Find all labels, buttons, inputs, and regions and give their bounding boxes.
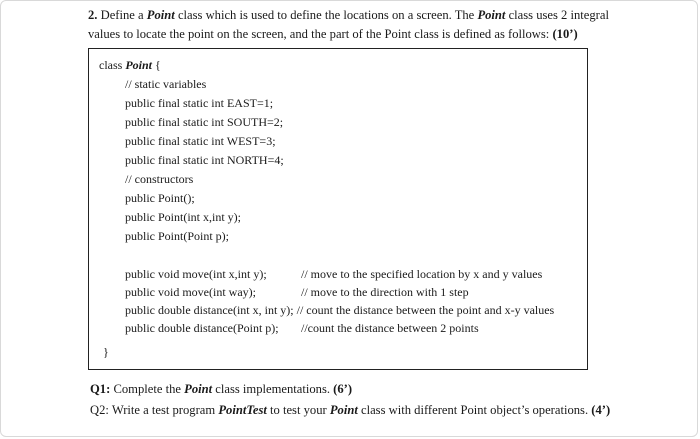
comment-static: // static variables xyxy=(125,77,207,91)
method-move-xy: public void move(int x,int y); xyxy=(125,267,267,281)
q2-program-name: PointTest xyxy=(218,403,267,417)
open-brace: { xyxy=(155,58,161,72)
method-distance-xy xyxy=(125,303,554,317)
static-line-north: public final static int NORTH=4; xyxy=(125,153,284,167)
static-line-west: public final static int WEST=3; xyxy=(125,134,276,148)
q1-text-a: Complete the xyxy=(113,382,181,396)
method-distance-xy-comment: // count the distance between the point and x-y values xyxy=(296,303,555,317)
question-class-name-2: Point xyxy=(477,8,506,22)
question-number: 2. xyxy=(88,8,98,22)
question-class-name: Point xyxy=(146,8,175,22)
method-distance-point-comment: //count the distance between 2 points xyxy=(301,321,479,335)
code-box xyxy=(88,48,588,370)
class-declaration xyxy=(99,58,161,72)
constructor-xy: public Point(int x,int y); xyxy=(125,210,241,224)
close-brace: } xyxy=(103,345,109,359)
q1-text-b: class implementations. xyxy=(215,382,331,396)
method-move-way-comment: // move to the direction with 1 step xyxy=(301,285,469,299)
method-move-xy-comment: // move to the specified location by x and y values xyxy=(301,267,543,281)
question-paragraph xyxy=(88,6,628,44)
method-move-way: public void move(int way); xyxy=(125,285,256,299)
question-intro-c: class uses 2 integral values to locate the point on the screen, and the part of the Point class is defined as follows: xyxy=(88,8,609,41)
q2-text-c: class with different Point object’s operations. xyxy=(361,403,589,417)
class-keyword: class xyxy=(99,58,123,72)
constructor-copy: public Point(Point p); xyxy=(125,229,230,243)
static-line-east: public final static int EAST=1; xyxy=(125,96,274,110)
method-distance-xy-sig: public double distance(int x, int y); xyxy=(125,303,294,317)
q2-text-a: Write a test program xyxy=(111,403,216,417)
q2-label: Q2: xyxy=(90,403,109,417)
static-line-south: public final static int SOUTH=2; xyxy=(125,115,284,129)
q2-text-b: to test your xyxy=(270,403,327,417)
code-class-name: Point xyxy=(125,58,152,72)
q1-label: Q1: xyxy=(90,382,111,396)
method-distance-point: public double distance(Point p); xyxy=(125,321,279,335)
question-intro-a: Define a xyxy=(100,8,144,22)
q2 xyxy=(90,402,610,418)
q1-class-name: Point xyxy=(184,382,213,396)
q2-class-name: Point xyxy=(329,403,358,417)
q2-marks: (4’) xyxy=(591,403,611,417)
q1 xyxy=(90,381,352,397)
constructor-default: public Point(); xyxy=(125,191,195,205)
question-intro-b: class which is used to define the locations on a screen. The xyxy=(177,8,475,22)
q1-marks: (6’) xyxy=(333,382,353,396)
comment-constructors: // constructors xyxy=(125,172,194,186)
question-marks: (10’) xyxy=(552,27,578,41)
